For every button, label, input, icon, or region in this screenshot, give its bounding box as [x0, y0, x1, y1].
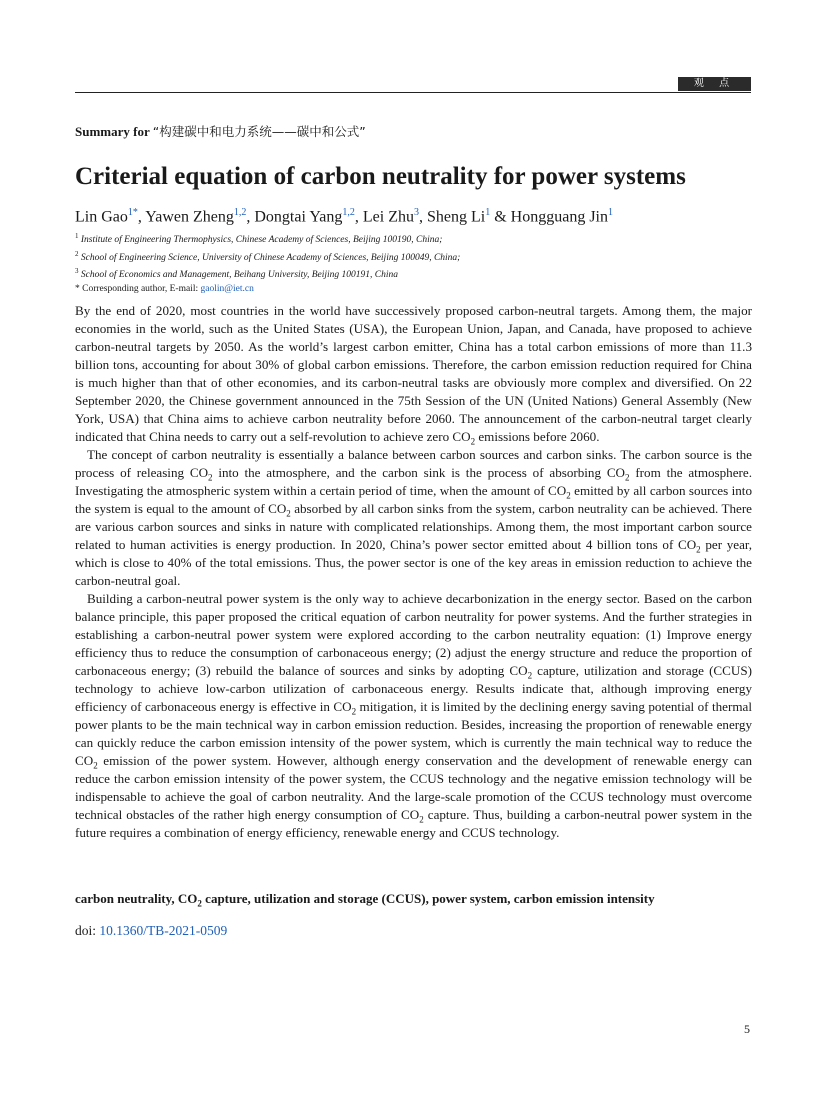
author-name: Yawen Zheng [145, 208, 234, 226]
author-affil-mark[interactable]: 3 [413, 207, 419, 218]
page-number: 5 [744, 1022, 750, 1036]
affiliation-item: $^2$ School of Engineering Science, University of Chinese Academy of Sciences, Beijing 100049, China; [75, 249, 461, 263]
author-affil-mark[interactable]: 1* [127, 207, 138, 218]
affiliation-item: $^1$ Institute of Engineering Thermophysics, Chinese Academy of Sciences, Beijing 100190, China; [75, 232, 443, 246]
summary-prefix: Summary for [75, 124, 153, 139]
author-separator: , [354, 208, 363, 226]
author-name: Dongtai Yang [254, 208, 343, 226]
summary-line [75, 122, 366, 140]
header-rule [75, 92, 751, 93]
author-affil-mark[interactable]: 1,2 [233, 207, 247, 218]
author-name: Hongguang Jin [510, 208, 608, 226]
author-separator: & [490, 208, 511, 226]
author-name: Sheng Li [426, 208, 486, 226]
doi: doi: 10.1360/TB-2021-0509 [75, 923, 228, 938]
author-affil-mark[interactable]: 1 [607, 207, 613, 218]
author-separator: , [137, 208, 146, 226]
corresponding-author: * Corresponding author, E-mail: gaolin@iet.cn [75, 283, 254, 294]
abstract [75, 302, 752, 842]
keywords: carbon neutrality, $CO_2$ capture, utilization and storage (CCUS), power system, carbon emission intensity [75, 891, 655, 909]
author-name: Lei Zhu [362, 208, 414, 226]
section-tag: 观 点 [678, 77, 751, 91]
paper-title: Criterial equation of carbon neutrality for power systems [75, 163, 686, 190]
doi-link[interactable]: 10.1360/TB-2021-0509 [99, 923, 228, 938]
author-separator: , [418, 208, 427, 226]
author-affil-mark[interactable]: 1 [485, 207, 491, 218]
email-link[interactable]: gaolin@iet.cn [200, 283, 254, 294]
abstract-paragraph: Building a carbon-neutral power system is the only way to achieve decarbonization in the energy sector. Based on the carbon balance principle, this paper proposed the critical equation of carbon neutrality for power systems. And the further strategies in establishing a carbon-neutral power system were explored according to the carbon neutrality equation: (1) Improve energy efficiency thus to reduce the consumption of carbonaceous energy; (2) adjust the energy structure and reduce the proportion of carbonaceous energy; (3) rebuild the balance of sources and sinks by adopting $CO_2$ capture, utilization and storage (CCUS) technology to achieve low-carbon utilization of carbonaceous energy. Results indicate that, although improving energy efficiency of carbonaceous energy is effective in $CO_2$ mitigation, it is limited by the declining energy saving potential of thermal power plants to be the main technical way in carbon emission reduction. Besides, increasing the proportion of renewable energy can quickly reduce the carbon emission intensity of the power system, which is currently the main technical way to reduce the $CO_2$ emission of the power system. However, although energy conservation and the development of renewable energy can reduce the carbon emission intensity of the power system, the CCUS technology and the negative emission technology will be indispensable to achieve the goal of carbon neutrality. And the large-scale promotion of the CCUS technology must overcome technical obstacles of the rather high energy consumption of $CO_2$ capture. Thus, building a carbon-neutral power system in the future requires a combination of energy efficiency, renewable energy and CCUS technology. [75, 591, 752, 840]
abstract-paragraph: By the end of 2020, most countries in the world have successively proposed carbon-neutral targets. Among them, the major economies in the world, such as the United States (USA), the European Union, Japan, and Canada, have proposed to achieve carbon-neutral targets by 2050. As the world’s largest carbon emitter, China has a total carbon emissions of more than 11.3 billion tons, accounting for about 30% of global carbon emissions. Therefore, the carbon emission reduction required for China is much higher than that of other economies, and its carbon-neutral tasks are obviously more complex and diversified. On 22 September 2020, the Chinese government announced in the 75th Session of the UN (United Nations) General Assembly (New York, USA) that China aims to achieve carbon neutrality before 2060. The announcement of the carbon-neutral target clearly indicated that China needs to carry out a self-revolution to achieve zero $CO_2$ emissions before 2060. [75, 303, 752, 447]
abstract-paragraph: The concept of carbon neutrality is essentially a balance between carbon sources and carbon sinks. The carbon source is the process of releasing $CO_2$ into the atmosphere, and the carbon sink is the process of absorbing $CO_2$ from the atmosphere. Investigating the atmospheric system within a certain period of time, when the amount of $CO_2$ emitted by all carbon sources into the system is equal to the amount of $CO_2$ absorbed by all carbon sinks from the system, carbon neutrality can be achieved. There are various carbon sources and sinks in nature with complicated relationships. Among them, the most important carbon source related to human activities is energy production. In 2020, China’s power sector emitted about 4 billion tons of $CO_2$ per year, which is close to 40% of the total emissions. Thus, the power sector is one of the key areas in emission reduction to achieve the carbon-neutral goal. [75, 447, 752, 588]
author-list [75, 202, 613, 228]
summary-chinese-title: “构建碳中和电力系统——碳中和公式” [152, 124, 366, 139]
author-affil-mark[interactable]: 1,2 [342, 207, 355, 218]
author-separator: , [246, 208, 255, 226]
affiliation-item: $^3$ School of Economics and Management, Beihang University, Beijing 100191, China [75, 267, 399, 281]
author-name: Lin Gao [75, 208, 128, 226]
affiliations [75, 230, 460, 296]
